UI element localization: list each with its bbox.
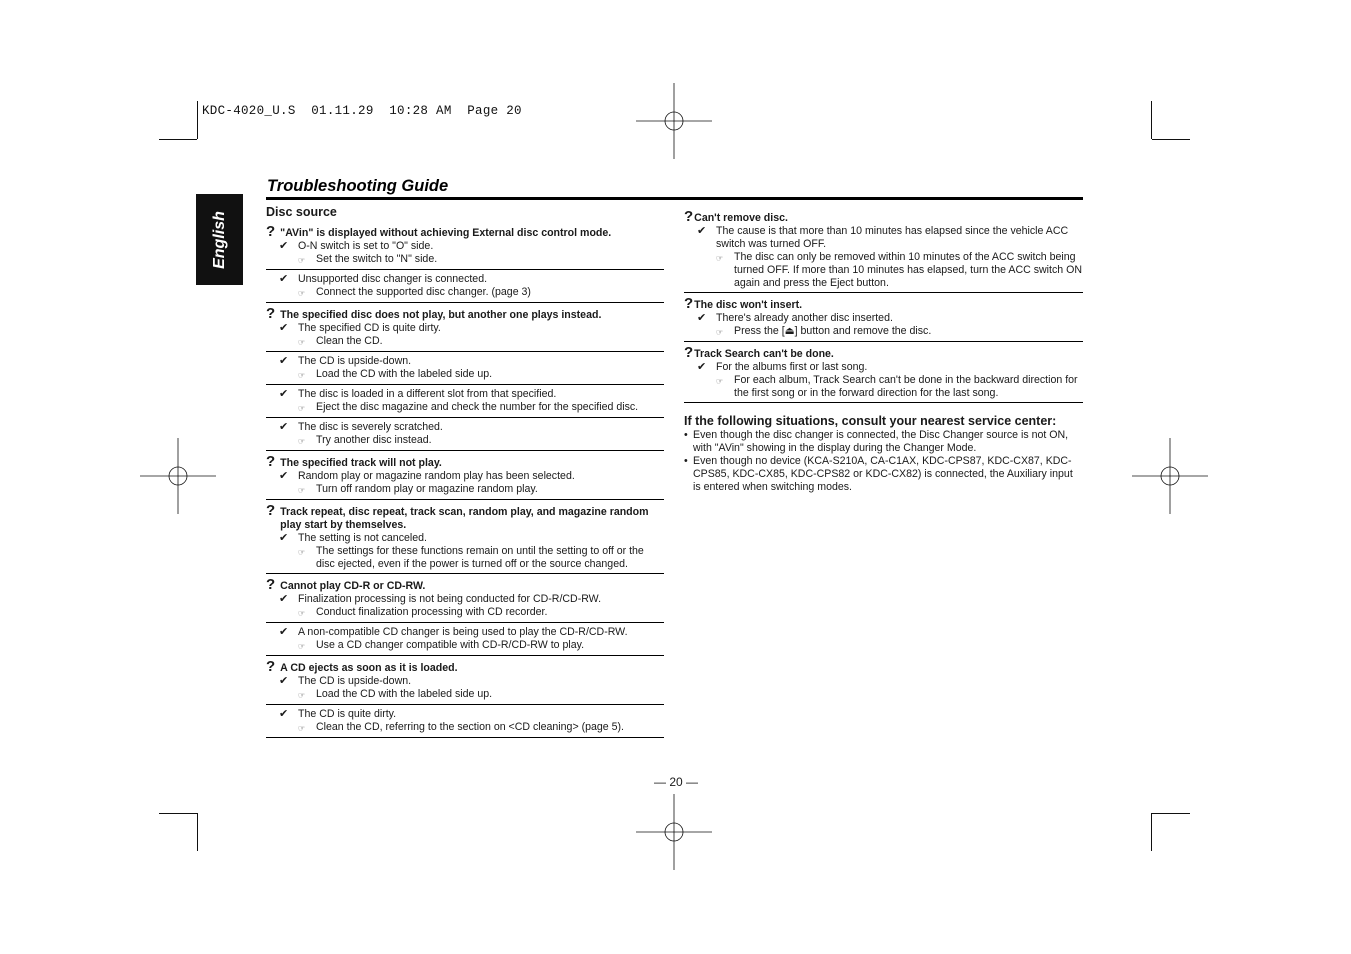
question-text: The specified track will not play. (280, 457, 442, 469)
remedy-text: Load the CD with the labeled side up. (316, 688, 493, 700)
question-text: Track Search can't be done. (694, 348, 834, 360)
pointing-hand-icon: ☞ (298, 642, 306, 651)
remedy-row (684, 374, 1083, 400)
page-number: — 20 — (653, 775, 698, 789)
question-text: Track repeat, disc repeat, track scan, random play, and magazine random play start by themselves. (280, 506, 649, 531)
question-mark-icon: ? (266, 502, 276, 519)
pointing-hand-icon: ☞ (298, 609, 306, 618)
remedy-text: Load the CD with the labeled side up. (316, 368, 493, 380)
cause-text: Unsupported disc changer is connected. (298, 273, 488, 285)
check-icon: ✔ (697, 225, 707, 237)
remedy-row (684, 251, 1083, 290)
cause-remedy-item (684, 225, 1083, 293)
cause-text: A non-compatible CD changer is being used to play the CD-R/CD-RW. (298, 626, 628, 638)
section-title: Disc source (266, 205, 337, 219)
check-icon: ✔ (279, 322, 289, 334)
cause-remedy-item (266, 388, 664, 418)
cause-text: The CD is quite dirty. (298, 708, 397, 720)
consult-list (684, 429, 1083, 494)
question (684, 210, 1083, 225)
consult-item (684, 455, 1083, 494)
cause-text: The disc is loaded in a different slot from that specified. (298, 388, 557, 400)
question-text: Can't remove disc. (694, 212, 788, 224)
registration-mark-right (1132, 438, 1208, 514)
check-icon: ✔ (279, 388, 289, 400)
pointing-hand-icon: ☞ (298, 256, 306, 265)
remedy-row (266, 335, 664, 349)
check-icon: ✔ (697, 361, 707, 373)
remedy-row (266, 253, 664, 267)
check-icon: ✔ (279, 355, 289, 367)
pointing-hand-icon: ☞ (298, 486, 306, 495)
cause-remedy-item (684, 312, 1083, 342)
cause-remedy-item (266, 470, 664, 500)
cause-row (684, 225, 1083, 251)
cause-row (266, 532, 664, 545)
registration-mark-top (636, 83, 712, 159)
check-icon: ✔ (279, 708, 289, 720)
cause-row (266, 273, 664, 286)
question-text: The specified disc does not play, but another one plays instead. (280, 309, 602, 321)
remedy-text: Set the switch to "N" side. (316, 253, 438, 265)
cause-text: For the albums first or last song. (716, 361, 868, 373)
remedy-row (266, 721, 664, 735)
remedy-text: Conduct finalization processing with CD recorder. (316, 606, 548, 618)
remedy-text: Press the [⏏] button and remove the disc. (734, 325, 932, 337)
question (684, 297, 1083, 312)
cause-row (266, 470, 664, 483)
cause-text: The CD is upside-down. (298, 355, 412, 367)
cause-remedy-item (266, 593, 664, 623)
pointing-hand-icon: ☞ (298, 338, 306, 347)
cause-text: The CD is upside-down. (298, 675, 412, 687)
question (266, 660, 664, 675)
check-icon: ✔ (279, 593, 289, 605)
question-mark-icon: ? (266, 223, 276, 240)
cause-text: Finalization processing is not being conducted for CD-R/CD-RW. (298, 593, 602, 605)
question-mark-icon: ? (266, 453, 276, 470)
question-mark-icon: ? (684, 208, 694, 225)
cause-text: The disc is severely scratched. (298, 421, 443, 433)
remedy-row (266, 401, 664, 415)
cause-row (266, 240, 664, 253)
check-icon: ✔ (279, 273, 289, 285)
cause-text: The cause is that more than 10 minutes has elapsed since the vehicle ACC switch was turned OFF. (716, 225, 1069, 250)
pointing-hand-icon: ☞ (298, 437, 306, 446)
remedy-row (266, 639, 664, 653)
question-text: Cannot play CD-R or CD-RW. (280, 580, 426, 592)
question (266, 307, 664, 322)
cause-row (684, 312, 1083, 325)
pointing-hand-icon: ☞ (716, 254, 724, 263)
cause-row (266, 626, 664, 639)
pointing-hand-icon: ☞ (716, 328, 724, 337)
question-text: The disc won't insert. (694, 299, 803, 311)
check-icon: ✔ (279, 675, 289, 687)
cause-text: The specified CD is quite dirty. (298, 322, 441, 334)
cause-remedy-item (266, 273, 664, 303)
pointing-hand-icon: ☞ (298, 371, 306, 380)
question (266, 578, 664, 593)
cause-text: O-N switch is set to "O" side. (298, 240, 434, 252)
remedy-text: The disc can only be removed within 10 minutes of the ACC switch being turned OFF. If more than 10 minutes has elapsed, turn the ACC switch ON again and press the Eject button. (734, 251, 1082, 289)
remedy-row (266, 606, 664, 620)
bullet-icon: • (684, 455, 688, 467)
consult-title: If the following situations, consult your nearest service center: (684, 414, 1057, 428)
left-column (266, 206, 664, 742)
cause-text: Random play or magazine random play has been selected. (298, 470, 575, 482)
check-icon: ✔ (697, 312, 707, 324)
bullet-icon: • (684, 429, 688, 441)
cause-remedy-item (266, 421, 664, 451)
remedy-text: Eject the disc magazine and check the number for the specified disc. (316, 401, 639, 413)
consult-item-text: Even though the disc changer is connected, the Disc Changer source is not ON, with "AVin" showing in the display during the Changer Mode. (693, 429, 1069, 454)
remedy-text: The settings for these functions remain on until the setting to off or the disc ejected, even if the power is turned off or the source changed. (316, 545, 644, 570)
check-icon: ✔ (279, 240, 289, 252)
remedy-text: For each album, Track Search can't be done in the backward direction for the first song or in the forward direction for the last song. (734, 374, 1078, 399)
check-icon: ✔ (279, 626, 289, 638)
pointing-hand-icon: ☞ (298, 691, 306, 700)
question-mark-icon: ? (266, 658, 276, 675)
cause-text: There's already another disc inserted. (716, 312, 893, 324)
remedy-text: Turn off random play or magazine random play. (316, 483, 538, 495)
cause-row (266, 421, 664, 434)
pointing-hand-icon: ☞ (298, 724, 306, 733)
cause-remedy-item (266, 240, 664, 270)
question (266, 225, 664, 240)
remedy-row (266, 688, 664, 702)
question-mark-icon: ? (684, 295, 694, 312)
cause-text: The setting is not canceled. (298, 532, 427, 544)
cause-remedy-item (266, 532, 664, 574)
remedy-text: Use a CD changer compatible with CD-R/CD-RW to play. (316, 639, 585, 651)
remedy-row (266, 545, 664, 571)
question-mark-icon: ? (684, 344, 694, 361)
question-mark-icon: ? (266, 576, 276, 593)
cause-row (266, 593, 664, 606)
remedy-text: Connect the supported disc changer. (page 3) (316, 286, 531, 298)
page-title: Troubleshooting Guide (267, 177, 449, 195)
consult-item (684, 429, 1083, 455)
consult-item-text: Even though no device (KCA-S210A, CA-C1AX, KDC-CPS87, KDC-CX87, KDC-CPS85, KDC-CX85, KDC-CPS82 or KDC-CX82) is connected, the Auxiliary input is entered when switching modes. (693, 455, 1073, 493)
check-icon: ✔ (279, 470, 289, 482)
question (266, 504, 664, 532)
question (266, 455, 664, 470)
print-header: KDC-4020_U.S 01.11.29 10:28 AM Page 20 (202, 104, 522, 118)
cause-remedy-item (684, 361, 1083, 403)
right-issue-list (684, 210, 1083, 403)
left-issue-list (266, 225, 664, 738)
cause-remedy-item (266, 675, 664, 705)
language-tab (196, 194, 243, 285)
registration-mark-left (140, 438, 216, 514)
pointing-hand-icon: ☞ (298, 289, 306, 298)
cause-remedy-item (266, 708, 664, 738)
remedy-row (266, 483, 664, 497)
question-text: "AVin" is displayed without achieving External disc control mode. (280, 227, 612, 239)
cause-remedy-item (266, 355, 664, 385)
remedy-text: Clean the CD, referring to the section on <CD cleaning> (page 5). (316, 721, 624, 733)
title-rule (266, 197, 1083, 200)
remedy-row (266, 368, 664, 382)
remedy-text: Try another disc instead. (316, 434, 432, 446)
pointing-hand-icon: ☞ (298, 548, 306, 557)
check-icon: ✔ (279, 532, 289, 544)
pointing-hand-icon: ☞ (716, 377, 724, 386)
check-icon: ✔ (279, 421, 289, 433)
cause-remedy-item (266, 626, 664, 656)
cause-row (266, 675, 664, 688)
pointing-hand-icon: ☞ (298, 404, 306, 413)
cause-row (266, 708, 664, 721)
cause-row (684, 361, 1083, 374)
question (684, 346, 1083, 361)
right-column (684, 206, 1083, 494)
remedy-row (266, 286, 664, 300)
cause-row (266, 355, 664, 368)
remedy-text: Clean the CD. (316, 335, 383, 347)
cause-row (266, 322, 664, 335)
registration-mark-bottom (636, 794, 712, 870)
cause-row (266, 388, 664, 401)
remedy-row (266, 434, 664, 448)
question-mark-icon: ? (266, 305, 276, 322)
question-text: A CD ejects as soon as it is loaded. (280, 662, 458, 674)
language-tab-label: English (210, 210, 228, 269)
cause-remedy-item (266, 322, 664, 352)
remedy-row (684, 325, 1083, 339)
